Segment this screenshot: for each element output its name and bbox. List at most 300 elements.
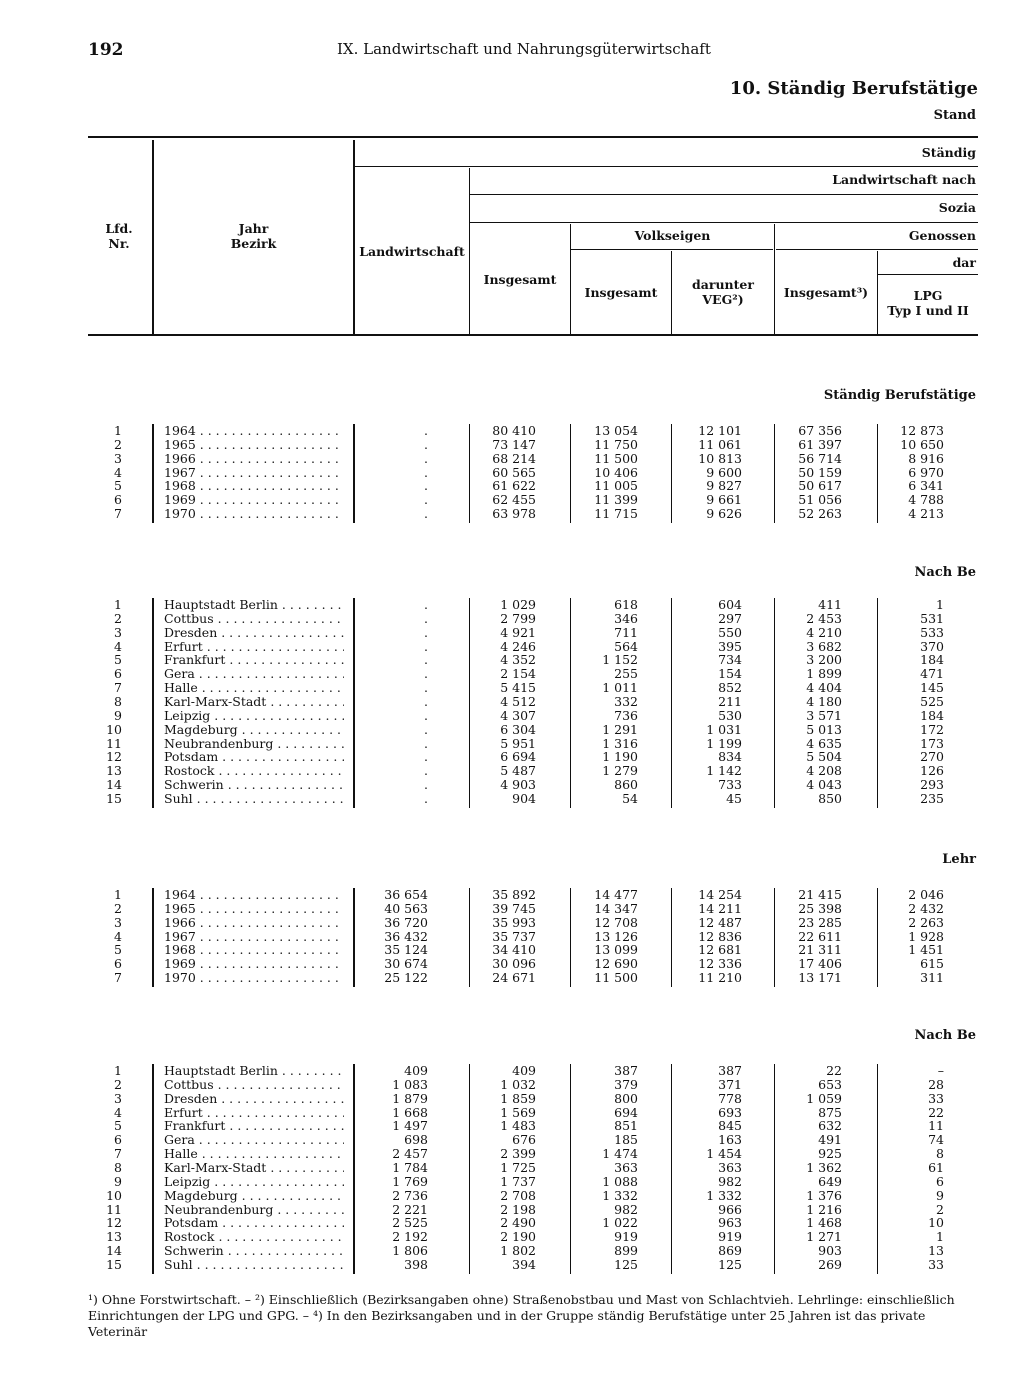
cell-volkseigen-insgesamt: 11 399 <box>594 492 638 508</box>
cell-lpg: 13 <box>928 1243 944 1259</box>
cell-landwirtschaft: 1 806 <box>392 1243 428 1259</box>
cell-volkseigen-insgesamt: 379 <box>614 1076 638 1092</box>
cell-insgesamt: 394 <box>512 1256 536 1272</box>
cell-darunter-veg: 845 <box>718 1118 742 1134</box>
cell-landwirtschaft: . <box>424 624 428 640</box>
row-number: 4 <box>114 464 122 480</box>
cell-lpg: 1 <box>936 597 944 612</box>
cell-lpg: 2 432 <box>908 900 944 916</box>
table-row <box>0 1064 1024 1078</box>
cell-darunter-veg: 14 254 <box>698 887 742 902</box>
cell-darunter-veg: 1 332 <box>706 1187 742 1203</box>
row-label: Suhl . . . <box>164 792 344 806</box>
cell-lpg: 1 451 <box>908 942 944 958</box>
row-number: 3 <box>114 450 122 466</box>
cell-darunter-veg: 12 836 <box>698 928 742 944</box>
row-number: 6 <box>114 1132 122 1148</box>
col-head-landwirtschaft: Landwirtschaft <box>359 244 465 259</box>
cell-lpg: 126 <box>920 763 944 779</box>
cell-genossen-insgesamt: 52 263 <box>798 506 842 522</box>
cell-genossen-insgesamt: 13 171 <box>798 970 842 986</box>
table-row <box>0 424 1024 438</box>
cell-darunter-veg: 14 211 <box>698 900 742 916</box>
cell-volkseigen-insgesamt: 1 152 <box>602 652 638 668</box>
cell-insgesamt: 2 198 <box>500 1201 536 1217</box>
row-label: Halle . . . <box>164 1147 344 1161</box>
cell-volkseigen-insgesamt: 1 011 <box>602 680 638 696</box>
cell-insgesamt: 24 671 <box>492 970 536 986</box>
row-number: 3 <box>114 914 122 930</box>
cell-landwirtschaft: 409 <box>404 1063 428 1078</box>
rule-landwirtschaft-nach <box>470 194 978 195</box>
row-number: 2 <box>114 900 122 916</box>
cell-genossen-insgesamt: 4 208 <box>806 763 842 779</box>
cell-genossen-insgesamt: 25 398 <box>798 900 842 916</box>
row-label: 1969 . . . <box>164 493 344 507</box>
cell-volkseigen-insgesamt: 1 291 <box>602 721 638 737</box>
cell-darunter-veg: 125 <box>718 1256 742 1272</box>
cell-volkseigen-insgesamt: 1 316 <box>602 735 638 751</box>
row-label: Schwerin . . . <box>164 778 344 792</box>
cell-insgesamt: 2 490 <box>500 1215 536 1231</box>
cell-volkseigen-insgesamt: 11 715 <box>594 506 638 522</box>
cell-landwirtschaft: . <box>424 464 428 480</box>
cell-lpg: 61 <box>928 1159 944 1175</box>
rule-volkseigen <box>571 249 773 250</box>
cell-genossen-insgesamt: 56 714 <box>798 450 842 466</box>
cell-darunter-veg: 1 199 <box>706 735 742 751</box>
cell-volkseigen-insgesamt: 363 <box>614 1159 638 1175</box>
cell-insgesamt: 1 483 <box>500 1118 536 1134</box>
cell-volkseigen-insgesamt: 185 <box>614 1132 638 1148</box>
col-head-volkseigen: Volkseigen <box>634 228 711 243</box>
row-number: 6 <box>114 492 122 508</box>
cell-insgesamt: 904 <box>512 790 536 806</box>
cell-lpg: 33 <box>928 1090 944 1106</box>
cell-genossen-insgesamt: 50 617 <box>798 478 842 494</box>
cell-genossen-insgesamt: 1 362 <box>806 1159 842 1175</box>
row-number: 8 <box>114 1159 122 1175</box>
cell-volkseigen-insgesamt: 564 <box>614 638 638 654</box>
row-label: 1965 . . . <box>164 902 344 916</box>
cell-lpg: 74 <box>928 1132 944 1148</box>
row-label: Dresden . . . <box>164 1092 344 1106</box>
cell-insgesamt: 4 352 <box>500 652 536 668</box>
row-number: 13 <box>106 1229 122 1245</box>
cell-volkseigen-insgesamt: 851 <box>614 1118 638 1134</box>
header-vline-6 <box>774 224 775 334</box>
row-number: 1 <box>114 887 122 902</box>
row-number: 15 <box>106 790 122 806</box>
cell-landwirtschaft: 36 720 <box>384 914 428 930</box>
cell-lpg: – <box>937 1063 944 1078</box>
row-label: 1964 . . . <box>164 424 344 438</box>
cell-volkseigen-insgesamt: 11 500 <box>594 970 638 986</box>
cell-darunter-veg: 297 <box>718 610 742 626</box>
header-vline-2 <box>353 140 355 334</box>
row-number: 9 <box>114 707 122 723</box>
cell-darunter-veg: 778 <box>718 1090 742 1106</box>
cell-darunter-veg: 9 661 <box>706 492 742 508</box>
cell-volkseigen-insgesamt: 125 <box>614 1256 638 1272</box>
cell-lpg: 2 263 <box>908 914 944 930</box>
cell-landwirtschaft: 36 654 <box>384 887 428 902</box>
row-number: 9 <box>114 1173 122 1189</box>
row-number: 6 <box>114 666 122 682</box>
cell-landwirtschaft: 30 674 <box>384 956 428 972</box>
cell-insgesamt: 1 569 <box>500 1104 536 1120</box>
row-number: 7 <box>114 680 122 696</box>
col-head-landwirtschaft-nach: Landwirtschaft nach <box>832 172 976 187</box>
row-label: 1969 . . . <box>164 957 344 971</box>
cell-volkseigen-insgesamt: 899 <box>614 1243 638 1259</box>
row-number: 5 <box>114 1118 122 1134</box>
cell-insgesamt: 34 410 <box>492 942 536 958</box>
cell-lpg: 10 <box>928 1215 944 1231</box>
cell-volkseigen-insgesamt: 1 190 <box>602 749 638 765</box>
table-row <box>0 1175 1024 1189</box>
cell-landwirtschaft: 35 124 <box>384 942 428 958</box>
cell-genossen-insgesamt: 903 <box>818 1243 842 1259</box>
cell-insgesamt: 39 745 <box>492 900 536 916</box>
row-label: 1965 . . . <box>164 438 344 452</box>
col-head-jahr-bezirk: Jahr Bezirk <box>230 221 277 251</box>
cell-darunter-veg: 1 142 <box>706 763 742 779</box>
cell-genossen-insgesamt: 653 <box>818 1076 842 1092</box>
cell-genossen-insgesamt: 925 <box>818 1146 842 1162</box>
row-number: 12 <box>106 1215 122 1231</box>
cell-insgesamt: 2 708 <box>500 1187 536 1203</box>
cell-volkseigen-insgesamt: 13 126 <box>594 928 638 944</box>
cell-lpg: 4 788 <box>908 492 944 508</box>
cell-genossen-insgesamt: 2 453 <box>806 610 842 626</box>
section-heading: Lehr <box>942 852 976 867</box>
cell-volkseigen-insgesamt: 711 <box>614 624 638 640</box>
section-heading: Nach Be <box>914 565 976 580</box>
row-label: Suhl . . . <box>164 1258 344 1272</box>
cell-insgesamt: 62 455 <box>492 492 536 508</box>
row-number: 11 <box>106 735 122 751</box>
cell-darunter-veg: 12 101 <box>698 423 742 438</box>
table-row <box>0 1092 1024 1106</box>
cell-genossen-insgesamt: 1 059 <box>806 1090 842 1106</box>
row-number: 7 <box>114 506 122 522</box>
cell-genossen-insgesamt: 4 210 <box>806 624 842 640</box>
row-number: 4 <box>114 928 122 944</box>
row-label: Schwerin . . . <box>164 1244 344 1258</box>
section-heading: Nach Be <box>914 1028 976 1043</box>
row-number: 13 <box>106 763 122 779</box>
col-head-sozia: Sozia <box>938 200 976 215</box>
cell-darunter-veg: 530 <box>718 707 742 723</box>
table-row <box>0 438 1024 452</box>
cell-genossen-insgesamt: 21 415 <box>798 887 842 902</box>
cell-lpg: 10 650 <box>900 436 944 452</box>
table-row <box>0 792 1024 806</box>
cell-landwirtschaft: 1 784 <box>392 1159 428 1175</box>
cell-insgesamt: 35 737 <box>492 928 536 944</box>
cell-insgesamt: 80 410 <box>492 423 536 438</box>
table-row <box>0 971 1024 985</box>
row-label: Rostock . . . <box>164 1230 344 1244</box>
cell-insgesamt: 35 993 <box>492 914 536 930</box>
row-label: Magdeburg . . . <box>164 1189 344 1203</box>
cell-lpg: 311 <box>920 970 944 986</box>
cell-landwirtschaft: 2 457 <box>392 1146 428 1162</box>
cell-lpg: 4 213 <box>908 506 944 522</box>
cell-genossen-insgesamt: 3 200 <box>806 652 842 668</box>
cell-landwirtschaft: 40 563 <box>384 900 428 916</box>
cell-darunter-veg: 12 681 <box>698 942 742 958</box>
row-label: 1968 . . . <box>164 479 344 493</box>
cell-volkseigen-insgesamt: 14 347 <box>594 900 638 916</box>
cell-lpg: 184 <box>920 707 944 723</box>
page-number: 192 <box>88 40 124 60</box>
cell-landwirtschaft: . <box>424 436 428 452</box>
row-number: 2 <box>114 436 122 452</box>
cell-insgesamt: 30 096 <box>492 956 536 972</box>
cell-genossen-insgesamt: 67 356 <box>798 423 842 438</box>
cell-volkseigen-insgesamt: 11 500 <box>594 450 638 466</box>
cell-lpg: 6 <box>936 1173 944 1189</box>
cell-lpg: 2 046 <box>908 887 944 902</box>
cell-lpg: 11 <box>928 1118 944 1134</box>
cell-landwirtschaft: . <box>424 735 428 751</box>
cell-landwirtschaft: 1 497 <box>392 1118 428 1134</box>
row-label: Hauptstadt Berlin . . . <box>164 598 344 612</box>
cell-genossen-insgesamt: 1 468 <box>806 1215 842 1231</box>
cell-darunter-veg: 371 <box>718 1076 742 1092</box>
cell-insgesamt: 73 147 <box>492 436 536 452</box>
cell-lpg: 33 <box>928 1256 944 1272</box>
cell-volkseigen-insgesamt: 11 005 <box>594 478 638 494</box>
cell-insgesamt: 4 903 <box>500 777 536 793</box>
cell-darunter-veg: 693 <box>718 1104 742 1120</box>
header-bottom-rule <box>88 334 978 336</box>
col-head-staendig: Ständig <box>921 145 976 160</box>
cell-landwirtschaft: 36 432 <box>384 928 428 944</box>
row-number: 2 <box>114 1076 122 1092</box>
cell-volkseigen-insgesamt: 255 <box>614 666 638 682</box>
cell-volkseigen-insgesamt: 919 <box>614 1229 638 1245</box>
cell-insgesamt: 68 214 <box>492 450 536 466</box>
cell-lpg: 533 <box>920 624 944 640</box>
table-row <box>0 695 1024 709</box>
table-row <box>0 778 1024 792</box>
row-label: Frankfurt . . . <box>164 1119 344 1133</box>
cell-volkseigen-insgesamt: 387 <box>614 1063 638 1078</box>
row-label: Neubrandenburg . . . <box>164 737 344 751</box>
row-number: 10 <box>106 721 122 737</box>
cell-landwirtschaft: . <box>424 478 428 494</box>
cell-darunter-veg: 9 600 <box>706 464 742 480</box>
cell-lpg: 1 <box>936 1229 944 1245</box>
cell-darunter-veg: 9 827 <box>706 478 742 494</box>
cell-volkseigen-insgesamt: 11 750 <box>594 436 638 452</box>
row-number: 7 <box>114 1146 122 1162</box>
row-label: 1968 . . . <box>164 943 344 957</box>
cell-landwirtschaft: 2 736 <box>392 1187 428 1203</box>
cell-insgesamt: 61 622 <box>492 478 536 494</box>
cell-volkseigen-insgesamt: 13 099 <box>594 942 638 958</box>
row-number: 12 <box>106 749 122 765</box>
row-label: Rostock . . . <box>164 764 344 778</box>
cell-darunter-veg: 1 031 <box>706 721 742 737</box>
cell-landwirtschaft: . <box>424 763 428 779</box>
cell-volkseigen-insgesamt: 1 332 <box>602 1187 638 1203</box>
row-number: 3 <box>114 624 122 640</box>
cell-landwirtschaft: 1 769 <box>392 1173 428 1189</box>
cell-darunter-veg: 869 <box>718 1243 742 1259</box>
table-row <box>0 709 1024 723</box>
cell-insgesamt: 5 951 <box>500 735 536 751</box>
cell-darunter-veg: 10 813 <box>698 450 742 466</box>
cell-lpg: 2 <box>936 1201 944 1217</box>
row-label: 1966 . . . <box>164 916 344 930</box>
cell-volkseigen-insgesamt: 1 474 <box>602 1146 638 1162</box>
row-label: 1970 . . . <box>164 507 344 521</box>
rule-staendig <box>355 166 978 167</box>
table-row <box>0 723 1024 737</box>
cell-insgesamt: 1 802 <box>500 1243 536 1259</box>
table-row <box>0 1161 1024 1175</box>
table-row <box>0 1258 1024 1272</box>
cell-insgesamt: 4 921 <box>500 624 536 640</box>
cell-darunter-veg: 395 <box>718 638 742 654</box>
cell-genossen-insgesamt: 269 <box>818 1256 842 1272</box>
cell-landwirtschaft: . <box>424 597 428 612</box>
cell-genossen-insgesamt: 411 <box>818 597 842 612</box>
cell-insgesamt: 676 <box>512 1132 536 1148</box>
cell-darunter-veg: 963 <box>718 1215 742 1231</box>
cell-lpg: 471 <box>920 666 944 682</box>
cell-lpg: 145 <box>920 680 944 696</box>
row-number: 3 <box>114 1090 122 1106</box>
cell-insgesamt: 2 154 <box>500 666 536 682</box>
table-row <box>0 1244 1024 1258</box>
col-head-genossen: Genossen <box>908 228 976 243</box>
cell-genossen-insgesamt: 1 376 <box>806 1187 842 1203</box>
cell-darunter-veg: 11 061 <box>698 436 742 452</box>
cell-lpg: 370 <box>920 638 944 654</box>
row-label: Karl-Marx-Stadt . . . <box>164 695 344 709</box>
cell-volkseigen-insgesamt: 800 <box>614 1090 638 1106</box>
rule-sozia <box>470 222 978 223</box>
cell-lpg: 1 928 <box>908 928 944 944</box>
cell-genossen-insgesamt: 17 406 <box>798 956 842 972</box>
row-label: Gera . . . <box>164 667 344 681</box>
cell-insgesamt: 1 032 <box>500 1076 536 1092</box>
cell-landwirtschaft: 398 <box>404 1256 428 1272</box>
cell-genossen-insgesamt: 491 <box>818 1132 842 1148</box>
cell-lpg: 235 <box>920 790 944 806</box>
cell-volkseigen-insgesamt: 13 054 <box>594 423 638 438</box>
cell-insgesamt: 5 487 <box>500 763 536 779</box>
cell-volkseigen-insgesamt: 14 477 <box>594 887 638 902</box>
col-head-insgesamt: Insgesamt <box>483 272 557 287</box>
cell-insgesamt: 1 859 <box>500 1090 536 1106</box>
cell-landwirtschaft: . <box>424 610 428 626</box>
running-title: IX. Landwirtschaft und Nahrungsgüterwirtschaft <box>337 40 711 58</box>
cell-volkseigen-insgesamt: 1 279 <box>602 763 638 779</box>
cell-lpg: 28 <box>928 1076 944 1092</box>
row-label: Erfurt . . . <box>164 640 344 654</box>
cell-insgesamt: 1 725 <box>500 1159 536 1175</box>
cell-insgesamt: 2 399 <box>500 1146 536 1162</box>
cell-insgesamt: 6 304 <box>500 721 536 737</box>
row-label: 1967 . . . <box>164 930 344 944</box>
cell-landwirtschaft: 1 668 <box>392 1104 428 1120</box>
row-label: Potsdam . . . <box>164 1216 344 1230</box>
col-head-lfd-nr: Lfd. Nr. <box>105 221 133 251</box>
cell-volkseigen-insgesamt: 10 406 <box>594 464 638 480</box>
cell-landwirtschaft: . <box>424 693 428 709</box>
cell-landwirtschaft: . <box>424 423 428 438</box>
cell-landwirtschaft: . <box>424 749 428 765</box>
cell-landwirtschaft: . <box>424 492 428 508</box>
cell-genossen-insgesamt: 1 899 <box>806 666 842 682</box>
cell-landwirtschaft: . <box>424 707 428 723</box>
row-number: 6 <box>114 956 122 972</box>
row-label: Leipzig . . . <box>164 709 344 723</box>
table-row <box>0 888 1024 902</box>
cell-landwirtschaft: . <box>424 790 428 806</box>
cell-insgesamt: 4 307 <box>500 707 536 723</box>
cell-insgesamt: 4 246 <box>500 638 536 654</box>
row-label: 1967 . . . <box>164 466 344 480</box>
cell-landwirtschaft: . <box>424 450 428 466</box>
table-row <box>0 626 1024 640</box>
cell-insgesamt: 63 978 <box>492 506 536 522</box>
row-label: Halle . . . <box>164 681 344 695</box>
cell-darunter-veg: 45 <box>726 790 742 806</box>
cell-genossen-insgesamt: 51 056 <box>798 492 842 508</box>
cell-insgesamt: 5 415 <box>500 680 536 696</box>
cell-genossen-insgesamt: 1 271 <box>806 1229 842 1245</box>
cell-darunter-veg: 11 210 <box>698 970 742 986</box>
row-number: 5 <box>114 942 122 958</box>
row-label: Erfurt . . . <box>164 1106 344 1120</box>
cell-darunter-veg: 982 <box>718 1173 742 1189</box>
cell-volkseigen-insgesamt: 12 690 <box>594 956 638 972</box>
cell-genossen-insgesamt: 21 311 <box>798 942 842 958</box>
stand-label: Stand <box>933 108 976 123</box>
row-label: Frankfurt . . . <box>164 653 344 667</box>
cell-genossen-insgesamt: 22 611 <box>798 928 842 944</box>
header-top-rule <box>88 136 978 138</box>
cell-genossen-insgesamt: 632 <box>818 1118 842 1134</box>
cell-darunter-veg: 852 <box>718 680 742 696</box>
cell-darunter-veg: 550 <box>718 624 742 640</box>
cell-lpg: 8 <box>936 1146 944 1162</box>
cell-lpg: 525 <box>920 693 944 709</box>
row-number: 7 <box>114 970 122 986</box>
footnote-line-1: ¹) Ohne Forstwirtschaft. – ²) Einschließlich (Bezirksangaben ohne) Straßenobstbau und Mast von Schlachtvieh. Lehrlinge: einschließlich <box>88 1292 955 1307</box>
cell-insgesamt: 35 892 <box>492 887 536 902</box>
cell-landwirtschaft: . <box>424 652 428 668</box>
cell-genossen-insgesamt: 850 <box>818 790 842 806</box>
footnote-line-2: Einrichtungen der LPG und GPG. – ⁴) In den Bezirksangaben und in der Gruppe ständig Berufstätige unter 25 Jahren ist das private Veterinär <box>88 1308 926 1339</box>
cell-volkseigen-insgesamt: 860 <box>614 777 638 793</box>
col-head-darunter-veg: darunter VEG²) <box>692 277 754 307</box>
rule-dar <box>878 274 978 275</box>
header-vline-3 <box>469 168 470 334</box>
cell-darunter-veg: 211 <box>718 693 742 709</box>
row-label: Leipzig . . . <box>164 1175 344 1189</box>
cell-darunter-veg: 12 487 <box>698 914 742 930</box>
row-number: 2 <box>114 610 122 626</box>
row-label: Gera . . . <box>164 1133 344 1147</box>
